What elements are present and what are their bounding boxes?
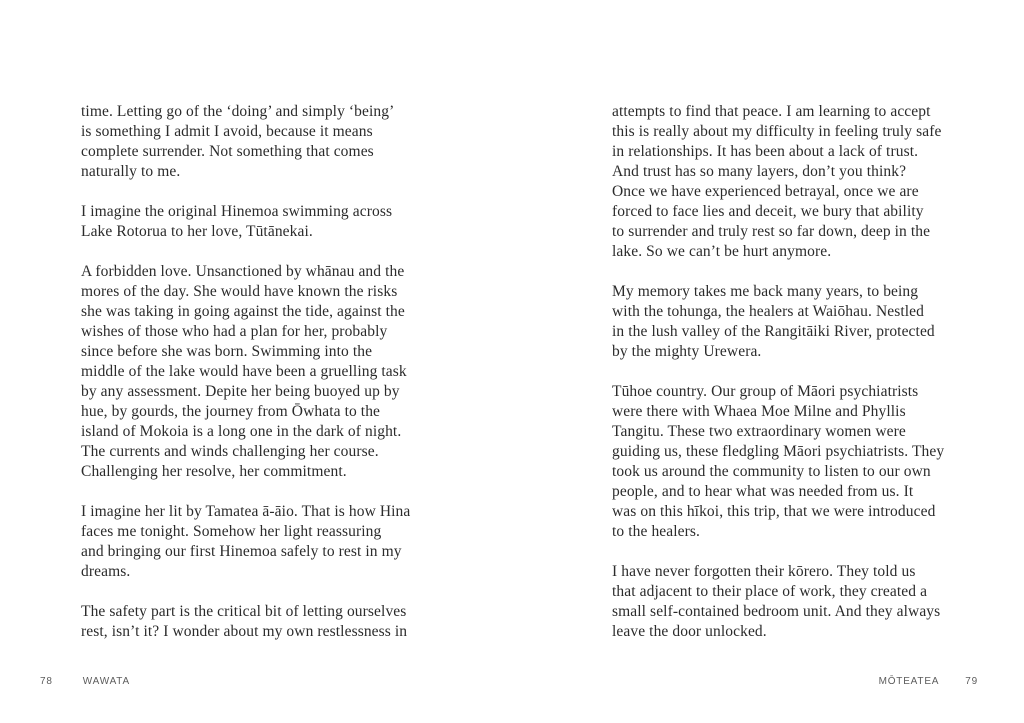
left-text-column [81, 102, 471, 642]
paragraph: The safety part is the critical bit of letting ourselves rest, isn’t it? I wonder about my own restlessness in [81, 603, 408, 640]
paragraph: attempts to find that peace. I am learning to accept this is really about my difficulty in feeling truly safe in relationships. It has been about a lack of trust. And trust has so many layers, don’t you think? Once we have experienced betrayal, once we are forced to face lies and deceit, we bury that ability to surrender and truly rest so far down, deep in the lake. So we can’t be hurt anymore. [612, 103, 942, 260]
paragraph: Tūhoe country. Our group of Māori psychiatrists were there with Whaea Moe Milne and Phyllis Tangitu. These two extraordinary women were guiding us, these fledgling Māori psychiatrists. They took us around the community to listen to our own people, and to hear what was needed from us. It was on this hīkoi, this trip, that we were introduced to the healers. [612, 383, 945, 540]
paragraph: A forbidden love. Unsanctioned by whānau and the mores of the day. She would have known the risks she was taking in going against the tide, against the wishes of those who had a plan for her, probably since before she was born. Swimming into the middle of the lake would have been a gruelling task by any assessment. Depite her being buoyed up by hue, by gourds, the journey from Ōwhata to the island of Mokoia is a long one in the dark of night. The currents and winds challenging her course. Challenging her resolve, her commitment. [81, 263, 407, 480]
paragraph: I imagine the original Hinemoa swimming across Lake Rotorua to her love, Tūtānekai. [81, 203, 393, 240]
right-page-footer [879, 676, 978, 688]
left-page-footer [40, 676, 130, 688]
paragraph: I have never forgotten their kōrero. They told us that adjacent to their place of work, they created a small self-contained bedroom unit. And they always leave the door unlocked. [612, 563, 941, 640]
right-page-number: 79 [965, 676, 978, 687]
left-running-head: WAWATA [82, 676, 130, 687]
paragraph: I imagine her lit by Tamatea ā-āio. That is how Hina faces me tonight. Somehow her light reassuring and bringing our first Hinemoa safely to rest in my dreams. [81, 503, 411, 580]
left-page-number: 78 [40, 676, 53, 687]
paragraph: My memory takes me back many years, to being with the tohunga, the healers at Waiōhau. Nestled in the lush valley of the Rangitāiki River, protected by the mighty Urewera. [612, 283, 935, 360]
right-text-column [612, 102, 972, 642]
paragraph: time. Letting go of the ‘doing’ and simply ‘being’ is something I admit I avoid, because it means complete surrender. Not something that comes naturally to me. [81, 103, 395, 180]
right-running-head: MŌTEATEA [878, 676, 940, 687]
